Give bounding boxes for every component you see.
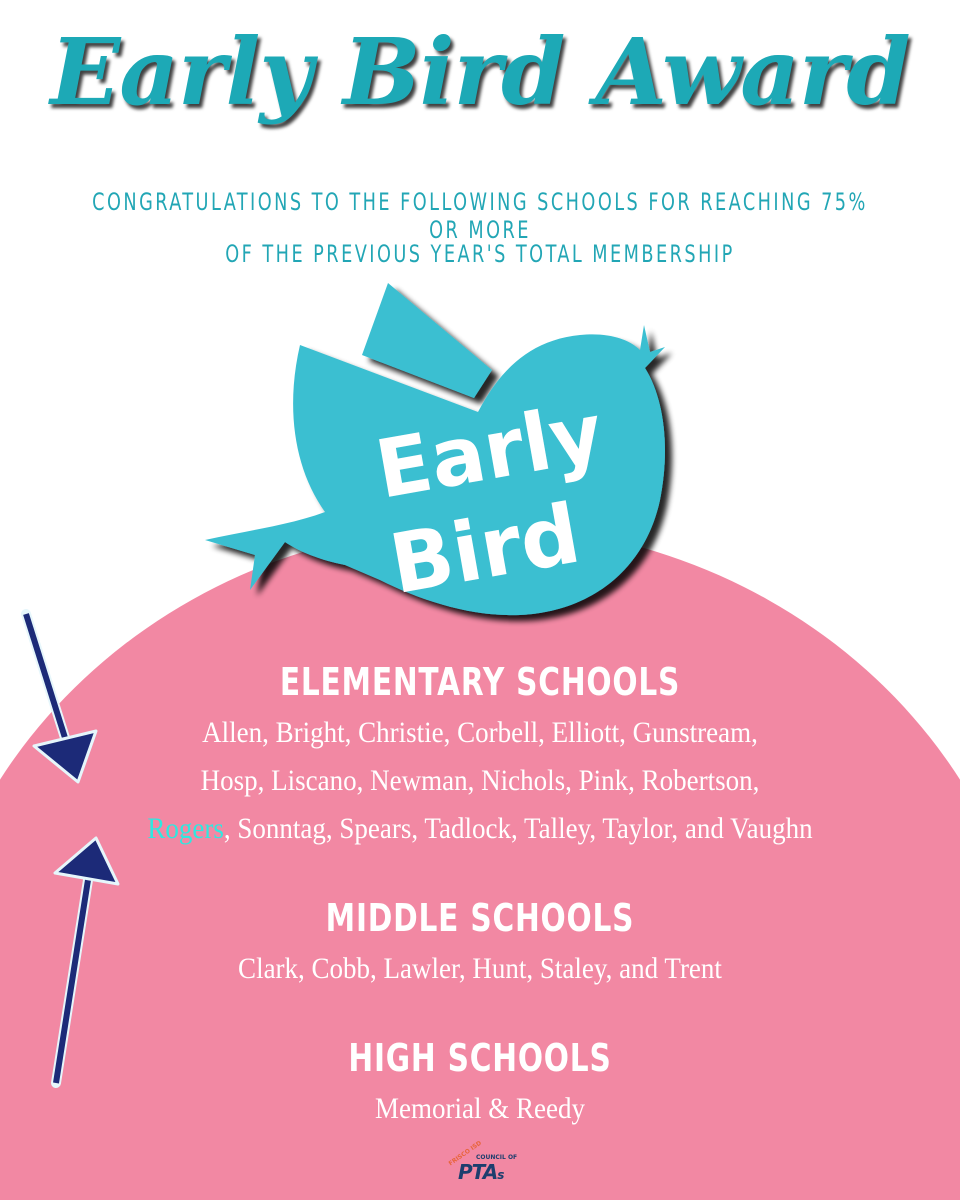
elementary-heading: ELEMENTARY SCHOOLS: [279, 660, 681, 704]
subtitle-line-2: OF THE PREVIOUS YEAR'S TOTAL MEMBERSHIP: [225, 240, 735, 268]
elementary-list-line-3: [48, 812, 912, 846]
logo-pta-suffix: s: [497, 1168, 504, 1182]
page-title: Early Bird Award: [50, 18, 910, 126]
middle-list: Clark, Cobb, Lawler, Hunt, Staley, and Trent: [238, 952, 722, 985]
logo-council-text: COUNCIL OF: [476, 1154, 518, 1161]
elementary-list-line-1: Allen, Bright, Christie, Corbell, Elliott, Gunstream,: [202, 716, 758, 749]
middle-heading: MIDDLE SCHOOLS: [325, 896, 635, 940]
elementary-list-line-2: Hosp, Liscano, Newman, Nichols, Pink, Robertson,: [200, 764, 760, 797]
badge-line-1: Early: [369, 385, 610, 517]
highlighted-school-rogers: Rogers: [147, 812, 224, 845]
logo-pta-text: [458, 1160, 503, 1184]
badge-line-2: Bird: [383, 486, 587, 614]
logo-arc-text: FRISCO ISD: [447, 1139, 483, 1168]
subtitle-line-1: CONGRATULATIONS TO THE FOLLOWING SCHOOLS FOR REACHING 75% OR MORE: [92, 188, 868, 244]
elementary-list-line-3-rest: , Sonntag, Spears, Tadlock, Talley, Taylor, and Vaughn: [223, 812, 813, 845]
high-list: Memorial & Reedy: [375, 1092, 585, 1125]
logo-pta-main: PTA: [458, 1160, 498, 1184]
frisco-isd-council-of-ptas-logo: [446, 1139, 518, 1188]
high-heading: HIGH SCHOOLS: [348, 1036, 612, 1080]
